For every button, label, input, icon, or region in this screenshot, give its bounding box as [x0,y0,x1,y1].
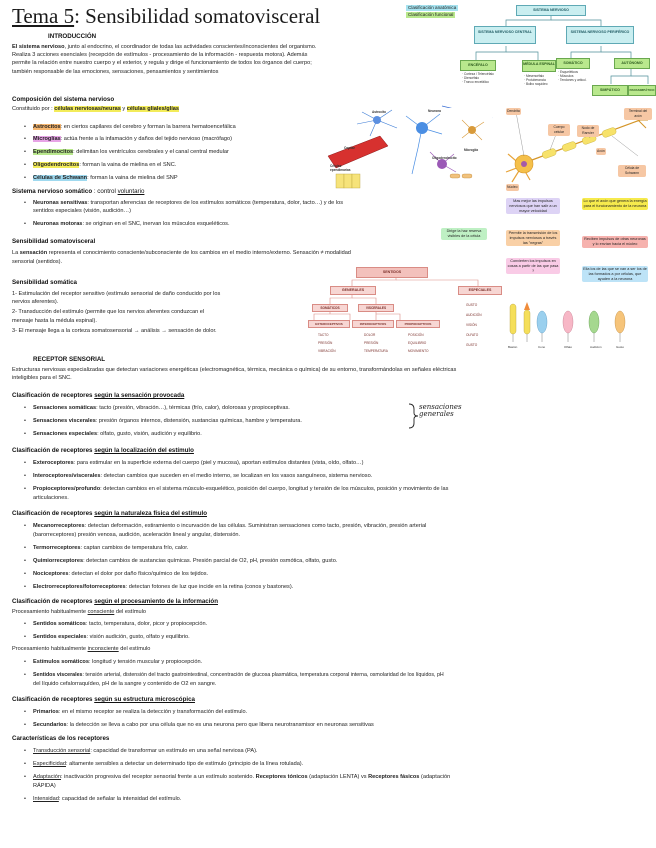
c2-item: PRESIÓN [364,341,379,345]
c1-item: VIBRACIÓN [318,349,336,353]
glia-term: Ependimocitos [33,149,74,155]
somatovisceral-line-1 [12,249,351,257]
composition-lead-text: Constituido por : [12,106,53,112]
receptor-label-2: Cono [538,345,546,349]
class1-term: Sensaciones somáticas [33,405,97,411]
composition-and: y [120,106,127,112]
class2-heading-u: según la localización del estímulo [94,447,194,454]
somatic-text: : transportan aferencias de receptores de los estímulos somáticos (temperatura, dolor, tacto…) y de los [87,200,343,206]
class5-text: : la detección se lleva a cabo por una célula que no es una neurona pero que libera neurotransmisor en neuronas sensitivas [66,722,374,728]
somatovisceral-line-2: sensorial (sentidos). [12,259,63,265]
sv-lead: La [12,250,20,256]
legend-funcional: Clasificación funcional [408,12,454,17]
char-mid: (adaptación LENTA) vs [307,774,369,780]
receptor-label-1: Bastón [508,345,518,349]
ns-snp: SISTEMA NERVIOSO PERIFÉRICO [566,26,634,44]
char-text: : inactivación progresiva del receptor sensorial frente a un estímulo sostenido. [61,774,256,780]
step-2a: 2- Transducción del estímulo (permite que los nervios aferentes conduzcan el [12,309,205,316]
label-terminal: Terminal del axón [624,108,652,120]
class2-text: : detectan cambios que suceden en el medio interno, se localizan en los vasos sanguíneos, sistema nervioso. [100,473,373,479]
class5-heading-text: Clasificación de receptores [12,696,95,703]
lead2-text: Procesamiento habitualmente [12,646,88,652]
step-3: 3- El mensaje llega a la corteza somatosensorial → análisis → sensación de dolor. [12,327,217,334]
glia-item-ependimocitos [33,148,229,156]
note-pink: Convierten los impulsos en cosas a partir de las que pasa ? [507,259,559,273]
esp-item: GUSTO [466,343,478,347]
label-dendrita: Dendrita [507,109,520,113]
class1-item [33,404,290,412]
class2-term: Exteroceptores [33,460,74,466]
class2-term: Propioceptores/profundo [33,486,101,492]
glia-text: : forman la vaina de mielina en el SNC. [79,162,177,168]
step-2b: mensaje hasta la médula espinal). [12,317,97,324]
sentidos-viscerales: VISCERALES [358,304,394,312]
class3-text: : detectan fotones de luz que incide en la retina (conos y bastones). [125,584,294,590]
label-microglia: Microglía [464,148,478,152]
somatic-sens-heading: Sensibilidad somática [12,279,77,286]
note-red: Reciben impulsos de otras neuronas y lo envían hacia el núcleo [582,236,648,248]
somatic-item-sensitivas-cont: sentidos especiales (visión, audición…) [33,208,131,214]
class2-text: : para estimular en la superficie externa del cuerpo (piel y mucosa), aportan estímulos distantes (vista, oído, olfato…) [73,460,364,466]
class4-lead-2 [12,645,150,653]
label-capilar: Capilar [344,146,355,150]
ns-som-leaves: · Esqueléticos · Músculos · Tendones y articul. [558,70,587,82]
composition-neurons: células nerviosas/neuras [54,106,121,112]
esp-item: AUDICIÓN [466,313,482,317]
handwritten-note: sensaciones generales [419,403,462,418]
c2-item: TEMPERATURA [364,349,388,353]
glia-text: : en ciertos capilares del cerebro y forman la barrera hematoencefálica [60,124,236,130]
somatic-heading [12,188,144,195]
receptor-label-4: Audición [590,345,602,349]
intro-line-4: también responsable de las emociones, sensaciones, pensamientos y sentimientos [12,68,219,75]
glia-term: Oligodendrocitos [33,162,80,168]
char-item [33,760,303,768]
class3-heading-text: Clasificación de receptores [12,510,95,517]
class2-item-cont: articulaciones. [33,495,69,501]
class4-item [33,671,444,679]
glia-item-astrocitos [33,123,236,131]
sentidos-especiales-list [466,300,482,350]
sv-bold: sensación [19,250,48,256]
esp-item: VISIÓN [466,323,477,327]
class3-text: : detectan cambios de sustancias químicas. Presión parcial de O2, pH, presión osmótica, olfato, gusto. [83,558,338,564]
glia-term: Células de Schwann [33,175,88,181]
note-lilac: Mas mejor las impulsos nerviosos que han salir a un mayor velocidad [506,198,560,214]
class3-term: Quimiorreceptores [33,558,84,564]
class2-item [33,472,372,480]
sentidos-somaticos: SOMÁTICOS [312,304,348,312]
class3-heading [12,510,207,517]
ns-somatico: SOMÁTICO [556,58,590,69]
class4-term: Sentidos especiales [33,634,87,640]
char-text: : capacidad de transformar un estímulo en una señal nerviosa (PA). [90,748,258,754]
class3-heading-u: según la naturaleza física del estímulo [94,510,207,517]
receptor-line-2: inteligibles para el SNC. [12,375,72,382]
class5-term: Secundarios [33,722,67,728]
class3-term: Electrorreceptores/fotorreceptores [33,584,126,590]
class1-term: Sensaciones viscerales [33,418,96,424]
char-term: Especificidad [33,761,66,767]
glia-text: : actúa frente a la infamación y daños del tejido nervioso (macrófago) [60,136,232,142]
char-text: : capacidad de señalar la intensidad del estímulo. [58,796,182,802]
class1-heading-u: según la sensación provocada [94,392,185,399]
intro-rest: , junto al endocrino, el coordinador de todas las actividades conscientes/inconscientes del organismo. [64,44,317,50]
ns-snc: SISTEMA NERVIOSO CENTRAL [474,26,536,44]
intro-heading: INTRODUCCIÓN [48,33,97,40]
c1-item: PRESIÓN [318,341,333,345]
class4-text: : tensión arterial, distensión del tracto gastrointestinal, concentración de glucosa plasmática, temperatura corporal interna, osmolaridad de los líquidos, pH [82,672,444,678]
class3-text: : detectan deformación, estiramiento o incurvación de las células. Suministran sensaciones como tacto, presión, vibración, presión arterial [84,523,427,529]
c3-item: POSICIÓN [408,333,424,337]
class3-item [33,544,188,552]
ns-encefalo: ENCÉFALO [460,60,496,71]
somatic-item-motoras [33,220,230,228]
ns-parasimpatico: PARASIMPÁTICO [628,85,656,96]
c2-item: DOLOR [364,333,376,337]
char-term: Adaptación [33,774,61,780]
label-nucleo: Núcleo [507,185,518,189]
class2-text: : detectan cambios en el sistema músculo-esquelético, posición del cuerpo, longitud y tensión de los músculos, posición y movimiento de las [100,486,449,492]
c1-item: TACTO [318,333,329,337]
sentidos-especiales: ESPECIALES [458,286,502,295]
somatic-item-sensitivas [33,199,343,207]
lead1-u: consciente [87,609,115,615]
composition-heading: Composición del sistema nervioso [12,96,115,103]
receptor-heading: RECEPTOR SENSORIAL [33,356,106,363]
label-cuerpo: Cuerpo celular [548,124,570,136]
class4-heading-text: Clasificación de receptores [12,598,95,605]
class3-term: Nociceptores [33,571,69,577]
glia-item-schwann [33,174,178,182]
lead1-text: Procesamiento habitualmente [12,609,88,615]
esp-item: OLFATO [466,333,479,337]
somatic-text: : se originan en el SNC, inervan los músculos esqueléticos. [82,221,230,227]
class4-item [33,633,190,641]
char-bold-2: Receptores fásicos [368,774,420,780]
composition-lead [12,105,179,113]
class2-term: Interoceptores/viscerales [33,473,101,479]
intro-line-2: Realiza 3 acciones esenciales (recepción de estímulos - procesamiento de la información - respuesta motora). Además [12,52,308,59]
label-oligodendrocito: Oligodendrocito [432,156,457,160]
class4-heading-u: según el procesamiento de la información [94,598,218,605]
receptor-line-1: Estructuras nerviosas especializadas que detectan variaciones energéticas (electromagnética, térmica, mecánica o química) de su entorno, transformándolas en señales eléctricas [12,367,457,373]
receptor-label-5: Gusto [616,345,625,349]
class3-item [33,570,208,578]
class1-item [33,430,202,438]
char-term: Transducción sensorial [33,748,91,754]
class3-item [33,522,426,530]
lead2-u: inconsciente [87,646,119,652]
class1-text: : tacto (presión, vibración…), térmicas (frío, calor), dolorosas y propioceptivas. [96,405,290,411]
glia-term: Microglías [33,136,61,142]
sentidos-propioceptivos: PROPIOCEPTIVOS [396,320,440,328]
somatovisceral-heading: Sensibilidad somatovisceral [12,238,96,245]
ns-enc-leaves: · Corteza / Telencéfalo · Diencéfalo · Tronco encefálico [462,72,494,84]
sentidos-interoceptivos: INTEROCEPTIVOS [352,320,394,328]
class4-heading [12,598,218,605]
step-1b: nervios aferentes). [12,299,59,306]
note-orange: Permite la transmisión de los impulsos nerviosos a través las "negras" [506,230,560,246]
sv-rest: representa el conocimiento consciente/subconsciente de los cambios en el medio interno/externo. Sensación ≠ modalidad [47,250,351,256]
somatic-heading-text: Sistema nervioso somático [12,188,93,195]
class1-heading-text: Clasificación de receptores [12,392,95,399]
class1-item [33,417,302,425]
ns-medula: MÉDULA ESPINAL [522,60,556,72]
class4-term: Estímulos somáticos [33,659,89,665]
esp-item: GUSTO [466,303,478,307]
class5-heading-u: según su estructura microscópica [94,696,195,703]
ns-autonomo: AUTÓNOMO [614,58,650,69]
class4-lead-1 [12,608,146,616]
label-axon: Axón [597,149,605,153]
class2-item [33,485,448,493]
somatic-sens-steps [12,290,312,335]
char-text: : altamente sensibles a detectar un determinado tipo de estímulo (principio de la línea rotulada). [65,761,304,767]
glia-term: Astrocitos [33,124,61,130]
glial-cells-illustration [322,108,492,198]
class3-item [33,583,293,591]
class3-item-cont: (barorreceptores) presión venosa, audición, aceleración lineal y angular, distensión. [33,532,241,538]
class3-item [33,557,337,565]
char-item [33,773,450,781]
sentidos-exteroceptivos: EXTEROCEPTIVOS [308,320,350,328]
class5-term: Primarios [33,709,59,715]
class5-text: : en el mismo receptor se realiza la detección y transformación del estímulo. [58,709,248,715]
class3-term: Mecanorreceptores [33,523,85,529]
class4-item [33,620,207,628]
lead2-rest: del estímulo [118,646,151,652]
somatic-term: Neuronas motoras [33,221,83,227]
class2-item [33,459,364,467]
note-yellow: Lo que el axón que genera la energía para el funcionamiento de la neurona [583,199,647,208]
ns-med-leaves: · Mesencéfalo · Protuberancia · Bulbo raquídeo [524,74,548,86]
class3-term: Termorreceptores [33,545,81,551]
sentidos-col-2 [364,331,388,355]
class4-term: Sentidos somáticos [33,621,86,627]
note-blue: Ella los de las que se van a ser los de las formados a por células, que ayuden a la neurona [583,267,647,281]
char-end: (adaptación [419,774,451,780]
glia-item-oligodendrocitos [33,161,176,169]
class5-heading [12,696,195,703]
intro-line-3: permite la relación entre nuestro cuerpo y el exterior, y regula y dirige el funcionamiento de todos los órganos del cuerpo; [12,60,312,67]
glia-text: : delimitan los ventrículos cerebrales y el canal central medular [73,149,229,155]
label-nodo: Nodo de Ranvier [577,125,599,137]
intro-line-1 [12,43,442,51]
sentidos-col-1 [318,331,336,355]
class4-term: Sentidos viscerales [33,672,83,678]
sentidos-col-3 [408,331,428,355]
lead1-rest: del estímulo [114,609,147,615]
class1-term: Sensaciones especiales [33,431,98,437]
label-ependimaria: Células ependimarias [330,164,351,172]
somatic-term: Neuronas sensitivas [33,200,88,206]
intro-paragraph [12,43,442,76]
char-bold-1: Receptores tónicos [255,774,308,780]
somatic-heading-underlined: voluntario [117,188,145,195]
class4-text: : tacto, temperatura, dolor, picor y propiocepción. [85,621,208,627]
class1-heading [12,392,184,399]
sentidos-generales: GENERALES [330,286,376,295]
glia-item-microglias [33,135,232,143]
char-item [33,795,181,803]
intro-bold: El sistema nervioso [12,44,65,50]
ns-simpatico: SIMPÁTICO [592,85,628,96]
sentidos-root: SENTIDOS [356,267,428,278]
receptor-label-3: Olfato [564,345,573,349]
class3-text: : detectan el dolor por daño físico/químico de los tejidos. [68,571,209,577]
class2-heading-text: Clasificación de receptores [12,447,95,454]
class4-text: : longitud y tensión muscular y propiocepción. [88,659,203,665]
glia-text: : forman la vaina de mielina del SNP [87,175,178,181]
c3-item: MOVIMIENTO [408,349,429,353]
class1-text: : presión órganos internos, distensión, sustancias químicas, hambre y temperatura. [95,418,302,424]
label-neurona: Neurona [428,109,441,113]
label-astrocito: Astrocito [372,110,386,114]
step-1a: 1- Estimulación del receptor sensitivo (estímulo sensorial de daño conducido por los [12,291,221,297]
page-title [12,4,320,29]
class5-item [33,708,247,716]
title-tema: Tema 5 [12,4,75,28]
char-item [33,747,258,755]
class4-text: : visión audición, gusto, olfato y equilibrio. [86,634,190,640]
note-green: Dirige la haz reserva visibles de la célula [441,228,487,240]
characteristics-heading: Características de los receptores [12,735,110,742]
class2-heading [12,447,194,454]
composition-glia: células gliales/glías [126,106,179,112]
legend-anatomica: Clasificación anatómica [408,5,457,10]
class1-text: : olfato, gusto, visión, audición y equilibrio. [97,431,202,437]
ns-root: SISTEMA NERVIOSO [516,5,586,16]
class5-item [33,721,374,729]
char-item-cont: RÁPIDA) [33,783,56,789]
receptor-cells-illustration [506,300,651,350]
class4-item-cont: del líquido cefalorraquídeo, pH de la sangre y contenido de O2 en sangre. [33,681,217,687]
title-rest: : Sensibilidad somatovisceral [74,4,321,28]
char-term: Intensidad [33,796,59,802]
class4-item [33,658,202,666]
label-schwann: Célula de Schwann [618,165,646,177]
somatic-heading-rest: : control [92,188,118,195]
c3-item: EQUILIBRIO [408,341,427,345]
receptor-paragraph [12,366,648,382]
class3-text: : captan cambios de temperatura frío, calor. [80,545,189,551]
